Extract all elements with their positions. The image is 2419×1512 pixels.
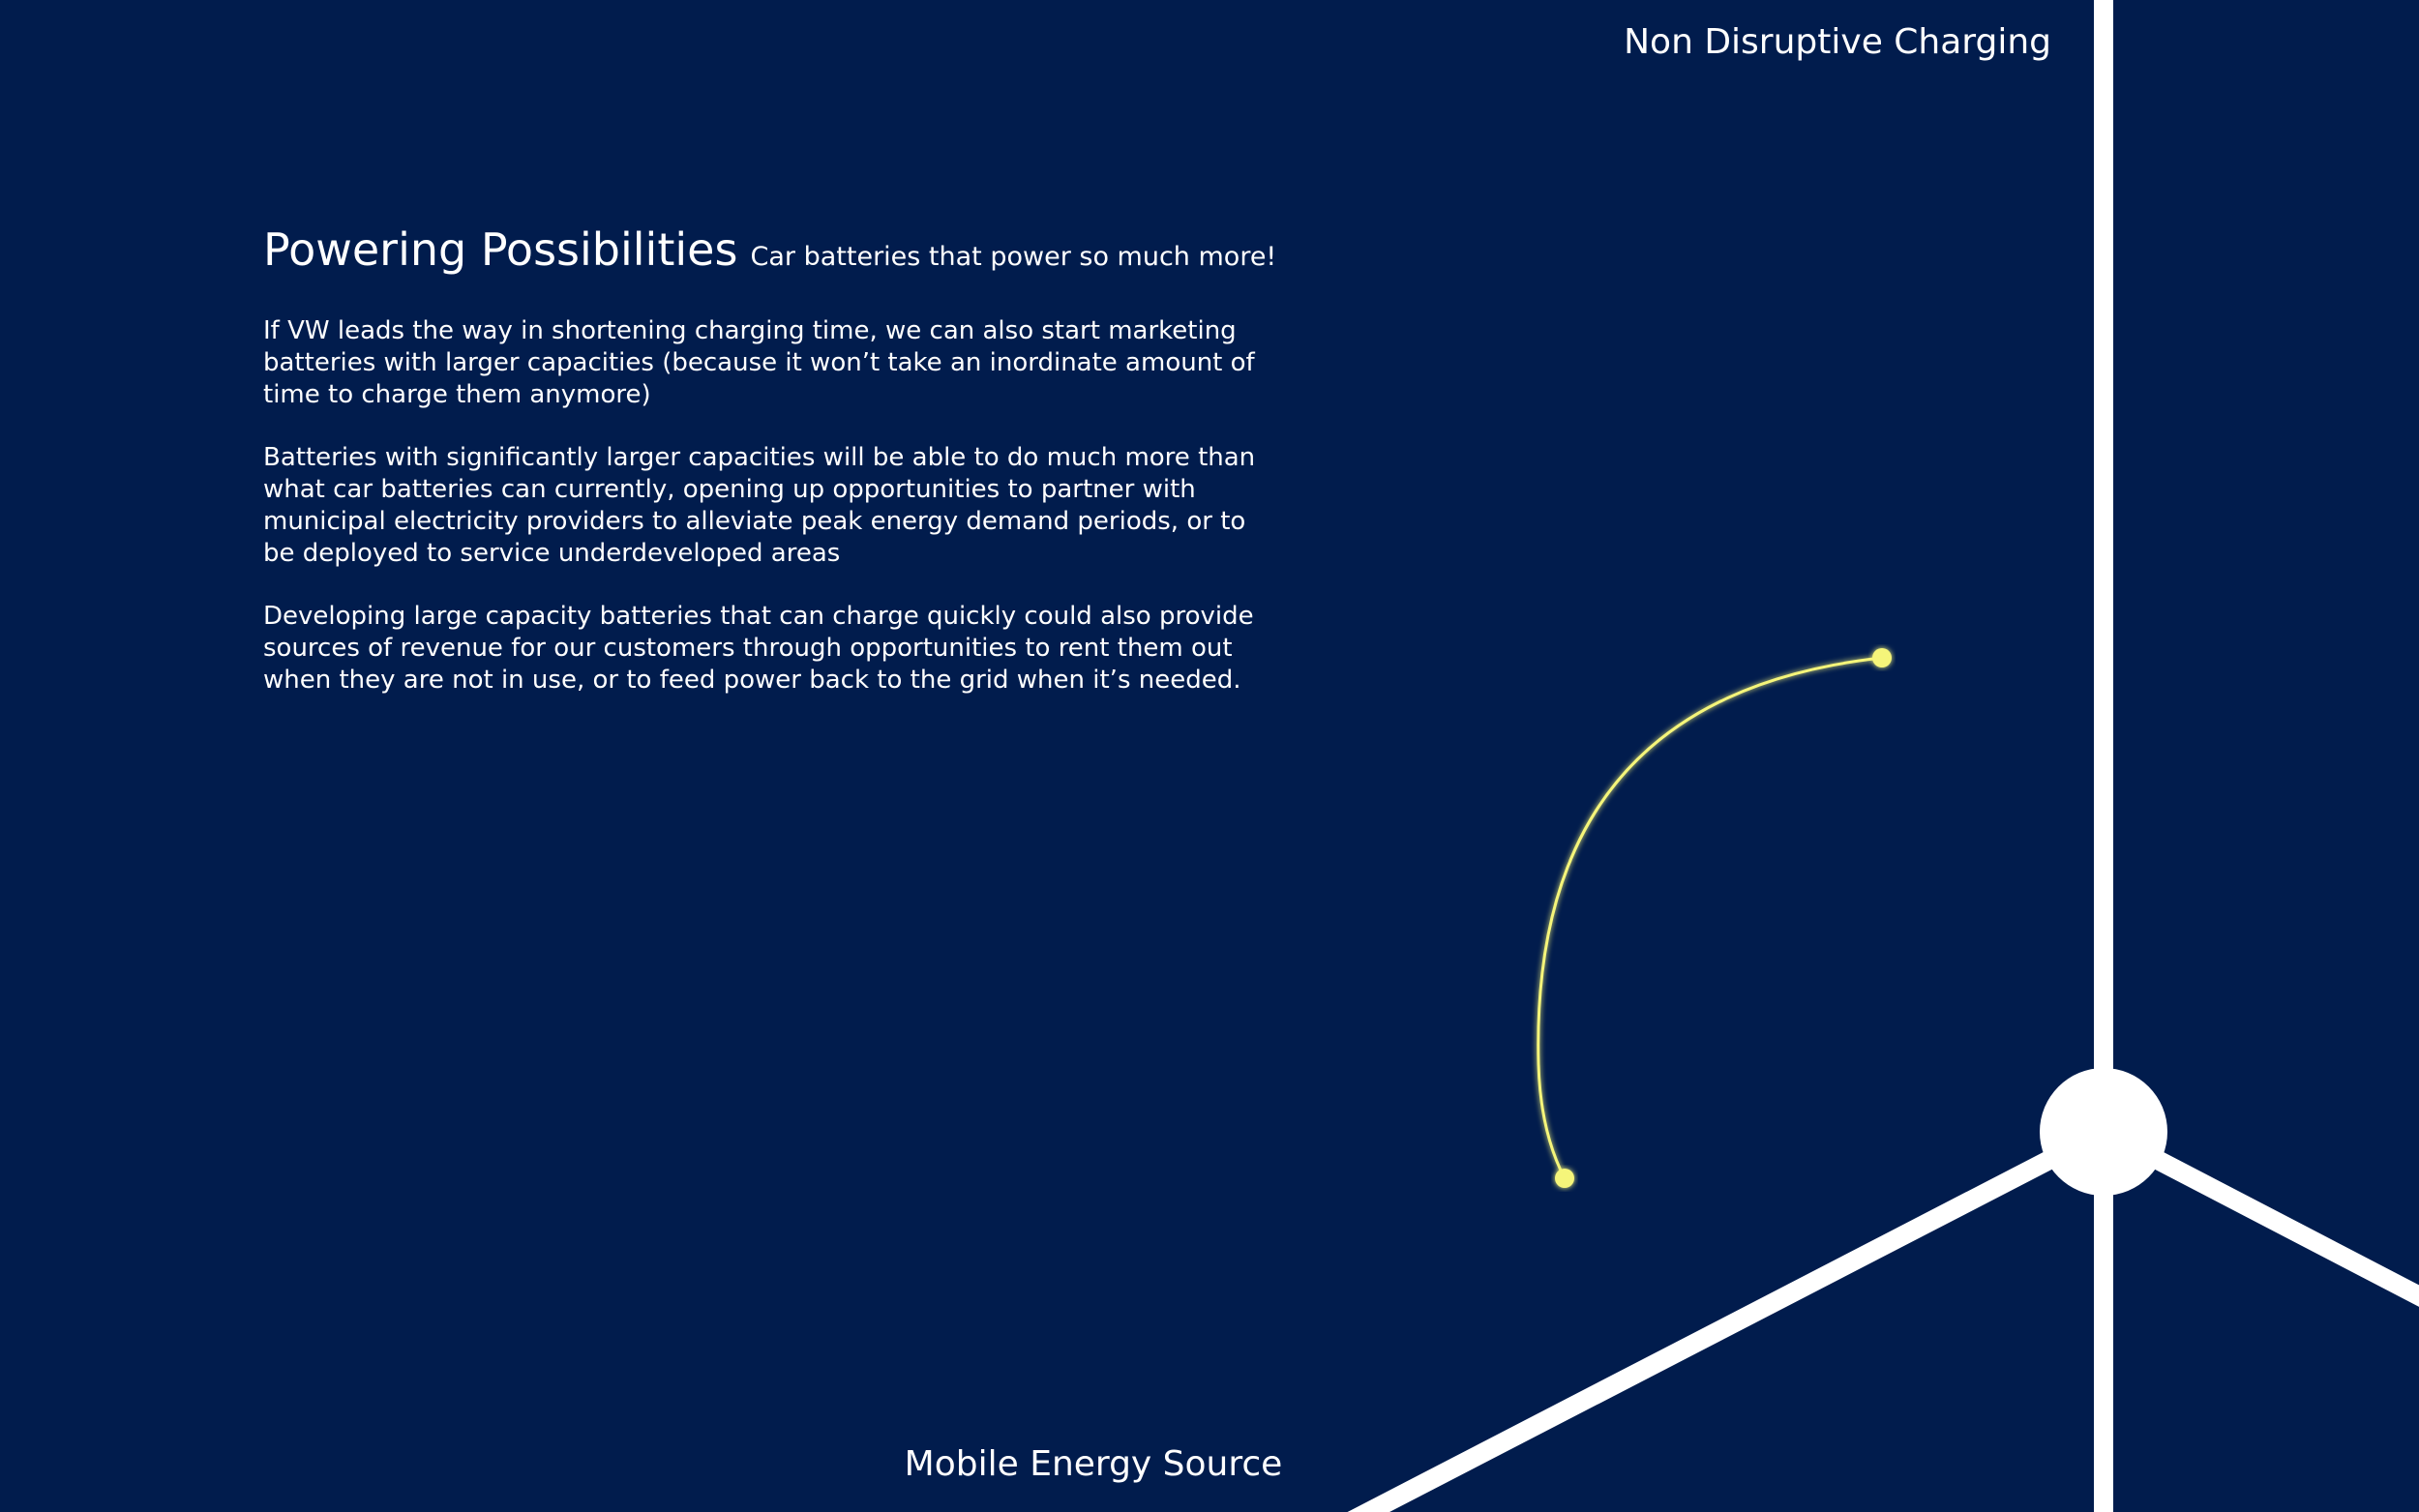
page-title: Powering Possibilities [263,223,738,276]
paragraph-2: Batteries with significantly larger capacities will be able to do much more than what car batteries can currently, opening up opportunities to partner with municipal electricity providers to alleviate peak energy demand periods, or to be deployed to service underdeveloped areas [263,443,1256,568]
heading-line [263,221,1279,286]
network-hub-icon [2040,1068,2167,1196]
footer-label: Mobile Energy Source [904,1444,1283,1484]
arc-start-node [1872,648,1892,667]
paragraph-3: Developing large capacity batteries that can charge quickly could also provide sources of revenue for our customers through opportunities to rent them out when they are not in use, or to feed power back to the grid when it’s needed. [263,602,1254,695]
section-title: Non Disruptive Charging [1624,22,2051,62]
diagonal-network-line-left [1350,1132,2104,1512]
page-subtitle: Car batteries that power so much more! [750,242,1277,272]
paragraph-1: If VW leads the way in shortening charging time, we can also start marketing batteries with larger capacities (because it won’t take an inordinate amount of time to charge them anymore) [263,316,1255,409]
energy-arc-icon [1538,658,1882,1178]
arc-end-node [1555,1169,1574,1188]
content-block [263,221,1279,727]
